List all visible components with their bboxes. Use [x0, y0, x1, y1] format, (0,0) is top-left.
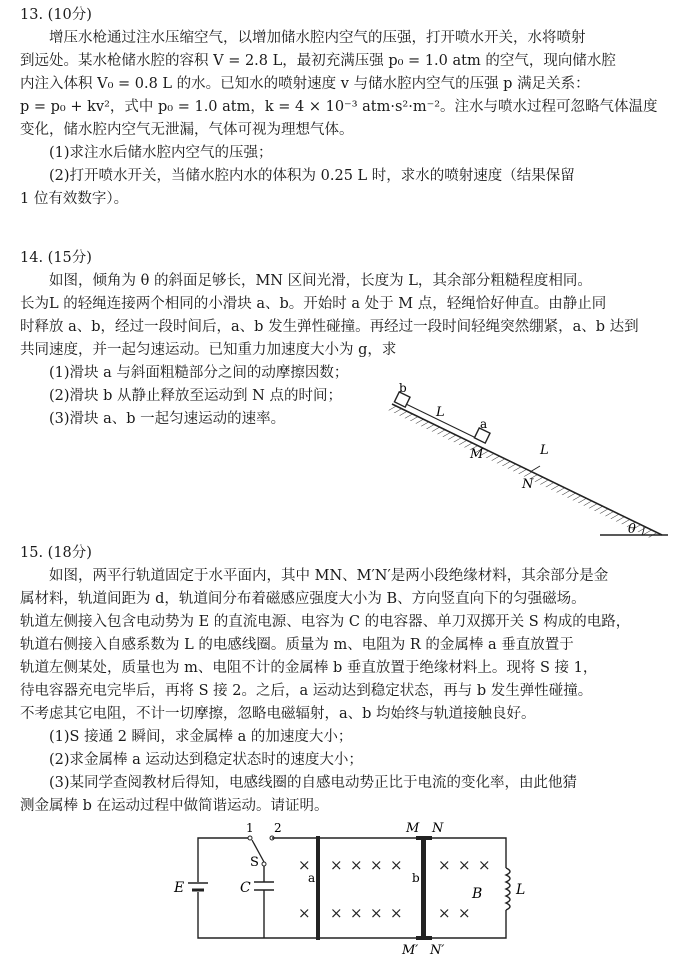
point-n-marker [530, 466, 540, 472]
q13-line-5: 变化，储水腔内空气无泄漏，气体可视为理想气体。 [20, 122, 354, 138]
label-n-prime: N′ [430, 943, 445, 958]
label-n: N [432, 821, 444, 836]
field-cross: × [458, 856, 471, 874]
field-cross: × [370, 904, 383, 922]
field-cross: × [438, 904, 451, 922]
switch-pivot [262, 862, 266, 866]
field-cross: × [298, 856, 311, 874]
question-15 [20, 542, 630, 818]
q14-line-2: 长为L 的轻绳连接两个相同的小滑块 a、b。开始时 a 处于 M 点，轻绳恰好伸直。由静止同 [20, 296, 607, 312]
incline-figure [380, 381, 672, 542]
rod-b-label: b [412, 871, 420, 885]
q15-sub-1: (1)S 接通 2 瞬间，求金属棒 a 的加速度大小； [49, 729, 353, 745]
block-b-label: b [399, 381, 407, 395]
q14-sub-questions [20, 362, 400, 431]
q15-sub-3-line-1: (3)某同学查阅教材后得知，电感线圈的自感电动势正比于电流的变化率，由此他猜 [49, 775, 578, 791]
field-cross: × [298, 904, 311, 922]
q13-line-3: 内注入体积 V₀ = 0.8 L 的水。已知水的喷射速度 v 与储水腔内空气的压强 p 满足关系： [20, 76, 590, 92]
incline-surface [392, 404, 662, 535]
inductor-label: L [516, 882, 526, 898]
q13-sub-2-line-1: (2)打开喷水开关，当储水腔内水的体积为 0.25 L 时，求水的喷射速度（结果保留 [49, 168, 575, 184]
q13-sub-2-line-2: 1 位有效数字）。 [20, 191, 129, 207]
block-a-label: a [480, 417, 488, 431]
q15-line-5: 轨道左侧某处，质量也为 m、电阻不计的金属棒 b 垂直放置于绝缘材料上。现将 S 接 1， [20, 660, 598, 676]
switch-contact-1 [248, 836, 252, 840]
capacitor-label: C [240, 880, 251, 896]
question-15-header: 15. (18分) [20, 545, 92, 561]
q13-sub-1: (1)求注水后储水腔内空气的压强； [49, 145, 273, 161]
q14-line-4: 共同速度，并一起匀速运动。已知重力加速度大小为 g，求 [20, 342, 397, 358]
q13-line-1: 增压水枪通过注水压缩空气，以增加储水腔内空气的压强，打开喷水开关，水将喷射 [49, 30, 586, 46]
q14-line-3: 时释放 a、b，经过一段时间后，a、b 发生弹性碰撞。再经过一段时间轻绳突然绷紧，a、b 达到 [20, 319, 639, 335]
field-cross: × [350, 904, 363, 922]
right-circuit-wire [432, 838, 506, 938]
switch-label: S [250, 855, 259, 870]
segment-mn-length-label: L [540, 443, 549, 458]
field-cross: × [478, 856, 491, 874]
question-13 [20, 4, 658, 211]
rod-a [316, 836, 320, 940]
q15-line-1: 如图，两平行轨道固定于水平面内，其中 MN、M′N′是两小段绝缘材料，其余部分是金 [49, 568, 609, 584]
q14-sub-1: (1)滑块 a 与斜面粗糙部分之间的动摩擦因数； [49, 365, 349, 381]
rod-a-label: a [308, 871, 316, 885]
field-cross: × [370, 856, 383, 874]
q15-sub-2: (2)求金属棒 a 运动达到稳定状态时的速度大小； [49, 752, 363, 768]
field-cross: × [390, 856, 403, 874]
point-n-label: N [522, 477, 534, 492]
question-13-header: 13. (10分) [20, 7, 92, 23]
question-13-body [20, 27, 658, 142]
rope-length-label: L [436, 405, 445, 420]
field-cross: × [330, 856, 343, 874]
rod-b [421, 836, 426, 940]
q15-sub-3-line-2: 测金属棒 b 在运动过程中做简谐运动。请证明。 [20, 798, 329, 814]
magnetic-field-crosses [298, 856, 491, 922]
field-cross: × [330, 904, 343, 922]
q13-line-2: 到远处。某水枪储水腔的容积 V = 2.8 L，最初充满压强 p₀ = 1.0 atm 的空气，现向储水腔 [20, 53, 616, 69]
switch-contact-2-label: 2 [274, 821, 282, 835]
q13-line-4: p = p₀ + kv²，式中 p₀ = 1.0 atm，k = 4 × 10⁻³ atm·s²·m⁻²。注水与喷水过程可忽略气体温度 [20, 99, 658, 115]
field-cross: × [458, 904, 471, 922]
q15-line-2: 属材料，轨道间距为 d，轨道间分布着磁感应强度大小为 B、方向竖直向下的匀强磁场。 [20, 591, 586, 607]
q15-line-6: 待电容器充电完毕后，再将 S 接 2。之后，a 运动达到稳定状态，再与 b 发生弹性碰撞。 [20, 683, 593, 699]
field-label: B [472, 886, 483, 902]
incline-hatching [388, 404, 660, 538]
theta-label: θ [628, 522, 636, 537]
q15-line-4: 轨道右侧接入自感系数为 L 的电感线圈。质量为 m、电阻为 R 的金属棒 a 垂直放置于 [20, 637, 574, 653]
label-m: M [406, 821, 420, 836]
field-cross: × [438, 856, 451, 874]
q14-sub-3: (3)滑块 a、b 一起匀速运动的速率。 [49, 411, 286, 427]
switch-contact-1-label: 1 [246, 821, 254, 835]
point-m-label: M [470, 447, 484, 462]
battery-symbol [188, 882, 208, 892]
field-cross: × [390, 904, 403, 922]
q14-sub-2: (2)滑块 b 从静止释放至运动到 N 点的时间； [49, 388, 342, 404]
field-cross: × [350, 856, 363, 874]
circuit-figure [170, 820, 530, 956]
q15-line-7: 不考虑其它电阻，不计一切摩擦，忽略电磁辐射，a、b 均始终与轨道接触良好。 [20, 706, 536, 722]
q14-line-1: 如图，倾角为 θ 的斜面足够长，MN 区间光滑，长度为 L，其余部分粗糙程度相同。 [49, 273, 592, 289]
q15-line-3: 轨道左侧接入包含电动势为 E 的直流电源、电容为 C 的电容器、单刀双掷开关 S 构成的电路， [20, 614, 631, 630]
label-m-prime: M′ [402, 943, 419, 958]
battery-label: E [174, 880, 185, 896]
question-14-header: 14. (15分) [20, 250, 92, 266]
